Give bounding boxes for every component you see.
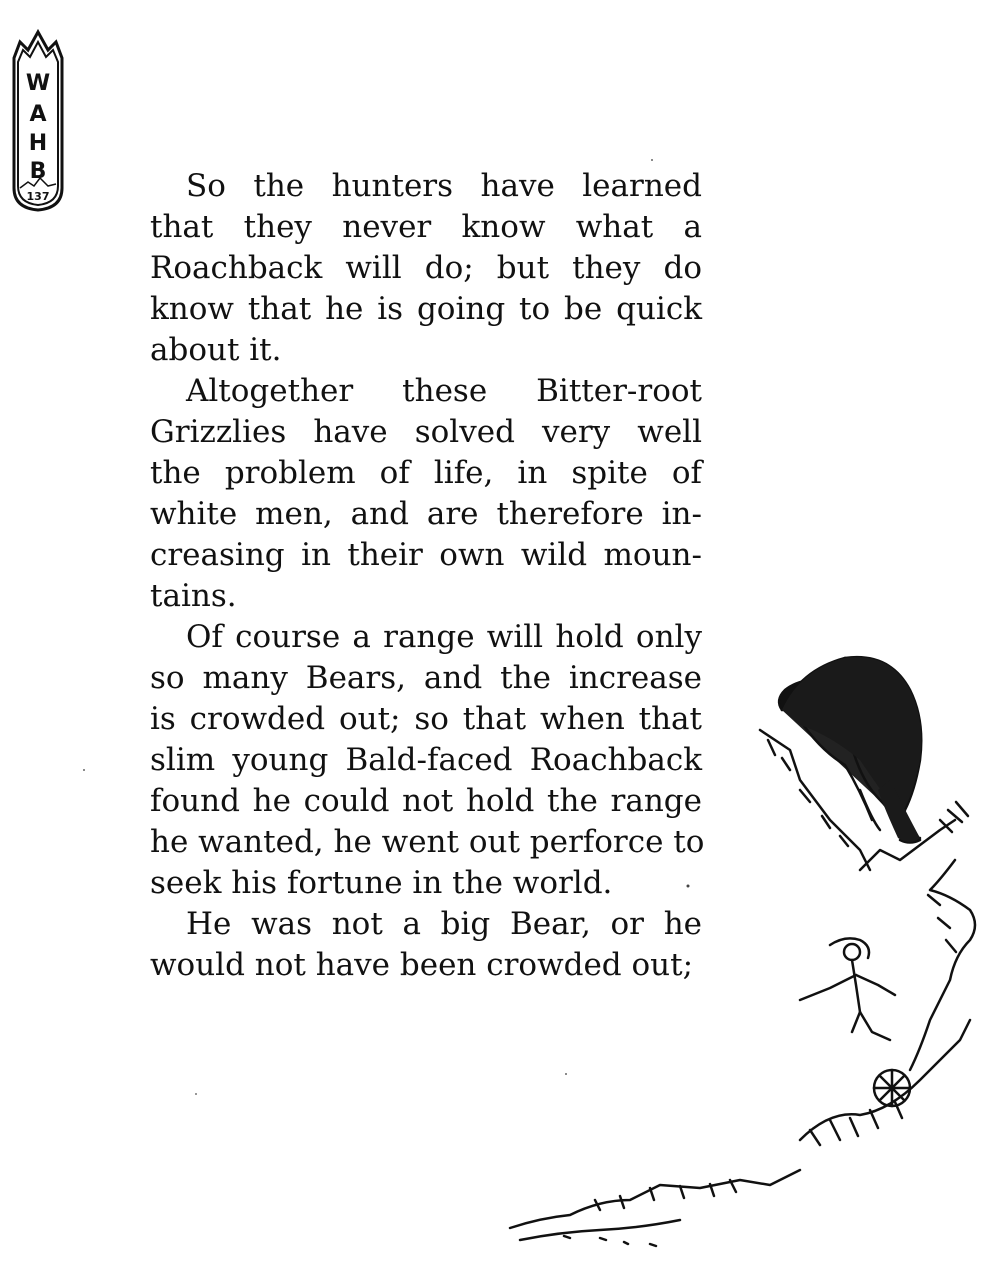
- bear-illustration: [500, 640, 1000, 1276]
- emblem-letter-b: B: [29, 159, 47, 184]
- emblem-letter-h: H: [28, 131, 48, 156]
- paragraph: [150, 371, 702, 617]
- shield-badge-icon: [6, 28, 70, 214]
- emblem-letter-w: W: [25, 71, 51, 96]
- bear-on-slope-icon: [500, 640, 1000, 1276]
- text-line: is crowded out; so that when that: [150, 701, 702, 737]
- text-line: Altogether these Bitter-root: [186, 373, 702, 409]
- text-line: So the hunters have learned: [186, 168, 702, 204]
- text-line: creasing in their own wild moun-: [150, 537, 702, 573]
- emblem-letter-a: A: [29, 102, 47, 127]
- text-line: so many Bears, and the increase: [150, 660, 702, 696]
- text-line: He was not a big Bear, or he: [186, 906, 702, 942]
- text-line: tains.: [150, 578, 237, 614]
- text-line: Of course a range will hold only: [186, 619, 702, 655]
- page-emblem: [6, 28, 70, 214]
- paragraph: [150, 166, 702, 371]
- text-line: he wanted, he went out perforce to: [150, 824, 705, 860]
- text-line: white men, and are therefore in-: [150, 496, 702, 532]
- page-number: 137: [26, 190, 50, 203]
- text-line: slim young Bald-faced Roachback: [150, 742, 702, 778]
- text-line: the problem of life, in spite of: [150, 455, 702, 491]
- text-line: know that he is going to be quick: [150, 291, 702, 327]
- text-line: would not have been crowded out;: [150, 947, 694, 983]
- text-line: found he could not hold the range: [150, 783, 702, 819]
- text-line: seek his fortune in the world.: [150, 865, 613, 901]
- text-line: Grizzlies have solved very well: [150, 414, 702, 450]
- text-line: that they never know what a: [150, 209, 702, 245]
- text-line: Roachback will do; but they do: [150, 250, 702, 286]
- text-line: about it.: [150, 332, 282, 368]
